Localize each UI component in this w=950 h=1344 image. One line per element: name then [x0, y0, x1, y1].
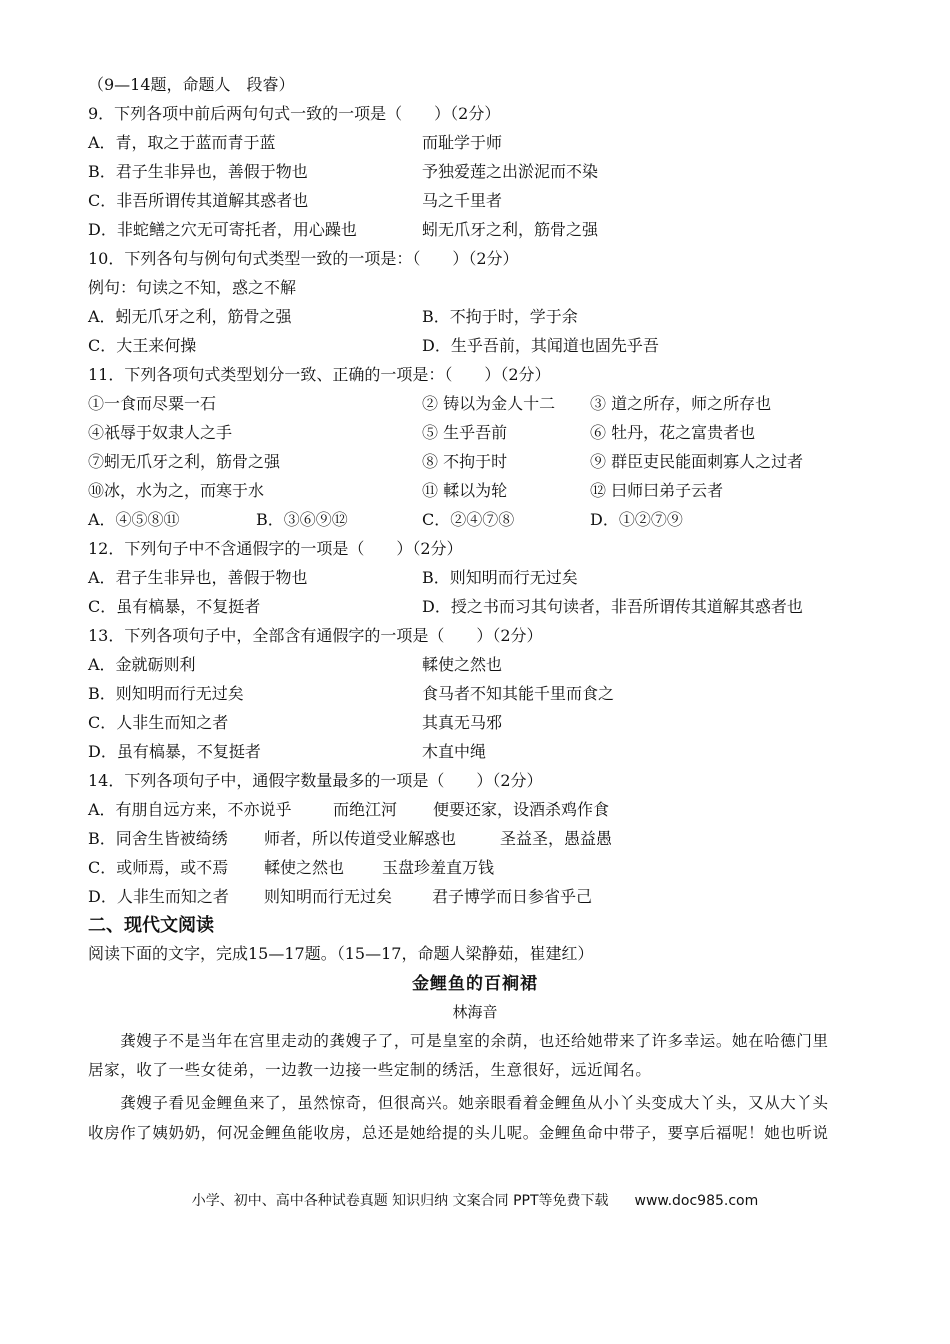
q9-option-c-left: C．非吾所谓传其道解其惑者也 — [88, 191, 309, 210]
q10-option-c: C．大王来何操 — [88, 336, 197, 355]
q10-option-a: A．蚓无爪牙之利，筋骨之强 — [88, 307, 292, 326]
q11-item: ⑧ 不拘于时 — [422, 452, 508, 471]
q13-option-b-right: 食马者不知其能千里而食之 — [422, 684, 615, 703]
q9-option-c-right: 马之千里者 — [422, 191, 503, 210]
paragraph-line: 龚嫂子不是当年在宫里走动的龚嫂子了，可是皇室的余荫，也还给她带来了许多幸运。她在哈德门里 — [88, 1032, 829, 1050]
q11-item: ⑦蚓无爪牙之利，筋骨之强 — [88, 452, 281, 471]
q13-option-d-left: D．虽有槁暴，不复挺者 — [88, 742, 261, 761]
q11-choice-d: D．①②⑦⑨ — [590, 510, 683, 529]
q9-option-b-left: B．君子生非异也，善假于物也 — [88, 162, 308, 181]
q13-option-d-right: 木直中绳 — [422, 742, 487, 761]
q14-option-d — [88, 886, 592, 908]
q10-option-b: B．不拘于时，学于余 — [422, 307, 578, 326]
q11-item: ⑨ 群臣吏民能面刺寡人之过者 — [590, 452, 804, 471]
q11-item: ② 铸以为金人十二 — [422, 394, 556, 413]
q13-stem: 13．下列各项句子中，全部含有通假字的一项是（ ）（2分） — [88, 626, 543, 645]
q14-option-c — [88, 857, 494, 879]
q14-part: 君子博学而日参省乎己 — [432, 887, 593, 906]
q11-item: ③ 道之所存，师之所存也 — [590, 394, 772, 413]
header-note: （9—14题，命题人 段睿） — [88, 75, 295, 94]
q9-stem: 9．下列各项中前后两句句式一致的一项是（ ）（2分） — [88, 104, 501, 123]
q13-option-c-left: C．人非生而知之者 — [88, 713, 229, 732]
q11-choice-b: B．③⑥⑨⑫ — [256, 510, 348, 529]
article-title: 金鲤鱼的百裥裙 — [412, 974, 538, 994]
paragraph-line: 居家，收了一些女徒弟，一边教一边接一些定制的绣活，生意很好，远近闻名。 — [88, 1061, 652, 1079]
q11-item: ⑤ 生乎吾前 — [422, 423, 508, 442]
q14-part: A．有朋自远方来，不亦说乎 — [88, 800, 292, 819]
paragraph-line: 收房作了姨奶奶，何况金鲤鱼能收房，总还是她给提的头儿呢。金鲤鱼命中带子，要享后福呢！她也听说 — [88, 1124, 829, 1142]
footer-site-link[interactable]: www.doc985.com — [634, 1193, 759, 1209]
q9-option-d-right: 蚓无爪牙之利，筋骨之强 — [422, 220, 599, 239]
article-author: 林海音 — [452, 1003, 498, 1021]
q14-option-a — [88, 799, 609, 821]
paragraph-line: 龚嫂子看见金鲤鱼来了，虽然惊奇，但很高兴。她亲眼看着金鲤鱼从小丫头变成大丫头，又从大丫头 — [88, 1094, 829, 1112]
q11-item: ⑫ 曰师曰弟子云者 — [590, 481, 724, 500]
q13-option-b-left: B．则知明而行无过矣 — [88, 684, 244, 703]
q11-item: ⑥ 牡丹，花之富贵者也 — [590, 423, 756, 442]
q10-example: 例句：句读之不知，惑之不解 — [88, 278, 297, 297]
q14-part: B．同舍生皆被绮绣 — [88, 829, 228, 848]
q11-item: ①一食而尽粟一石 — [88, 394, 217, 413]
q9-option-a-left: A．青，取之于蓝而青于蓝 — [88, 133, 276, 152]
q14-part: D．人非生而知之者 — [88, 887, 229, 906]
q14-part: 輮使之然也 — [264, 858, 345, 877]
q14-option-b — [88, 828, 612, 850]
q11-choice-a: A．④⑤⑧⑪ — [88, 510, 180, 529]
footer — [0, 1190, 950, 1212]
q9-option-a-right: 而耻学于师 — [422, 133, 503, 152]
q14-stem: 14．下列各项句子中，通假字数量最多的一项是（ ）（2分） — [88, 771, 543, 790]
q14-part: 师者，所以传道受业解惑也 — [264, 829, 457, 848]
q14-part: C．或师焉，或不焉 — [88, 858, 229, 877]
q12-option-d: D．授之书而习其句读者，非吾所谓传其道解其惑者也 — [422, 597, 803, 616]
q14-part: 便要还家，设酒杀鸡作食 — [433, 800, 610, 819]
q14-part: 玉盘珍羞直万钱 — [382, 858, 495, 877]
q10-stem: 10．下列各句与例句句式类型一致的一项是：（ ）（2分） — [88, 249, 519, 268]
reading-intro: 阅读下面的文字，完成15—17题。（15—17，命题人梁静茹，崔建红） — [88, 944, 594, 963]
q11-stem: 11．下列各项句式类型划分一致、正确的一项是：（ ）（2分） — [88, 365, 551, 384]
q11-item: ⑩冰，水为之，而寒于水 — [88, 481, 265, 500]
q12-option-c: C．虽有槁暴，不复挺者 — [88, 597, 261, 616]
q13-option-a-right: 輮使之然也 — [422, 655, 503, 674]
q12-option-a: A．君子生非异也，善假于物也 — [88, 568, 308, 587]
q9-option-d-left: D．非蛇鳝之穴无可寄托者，用心躁也 — [88, 220, 357, 239]
q11-item: ④祇辱于奴隶人之手 — [88, 423, 233, 442]
section-heading: 二、现代文阅读 — [88, 915, 214, 936]
q14-part: 则知明而行无过矣 — [264, 887, 393, 906]
q13-option-c-right: 其真无马邪 — [422, 713, 503, 732]
q13-option-a-left: A．金就砺则利 — [88, 655, 196, 674]
q12-stem: 12．下列句子中不含通假字的一项是（ ）（2分） — [88, 539, 463, 558]
q12-option-b: B．则知明而行无过矣 — [422, 568, 578, 587]
q14-part: 而绝江河 — [333, 800, 398, 819]
q10-option-d: D．生乎吾前，其闻道也固先乎吾 — [422, 336, 659, 355]
q11-item: ⑪ 輮以为轮 — [422, 481, 508, 500]
q9-option-b-right: 予独爱莲之出淤泥而不染 — [422, 162, 599, 181]
q14-part: 圣益圣，愚益愚 — [500, 829, 613, 848]
q11-choice-c: C．②④⑦⑧ — [422, 510, 515, 529]
footer-text: 小学、初中、高中各种试卷真题 知识归纳 文案合同 PPT等免费下载 — [191, 1193, 609, 1209]
